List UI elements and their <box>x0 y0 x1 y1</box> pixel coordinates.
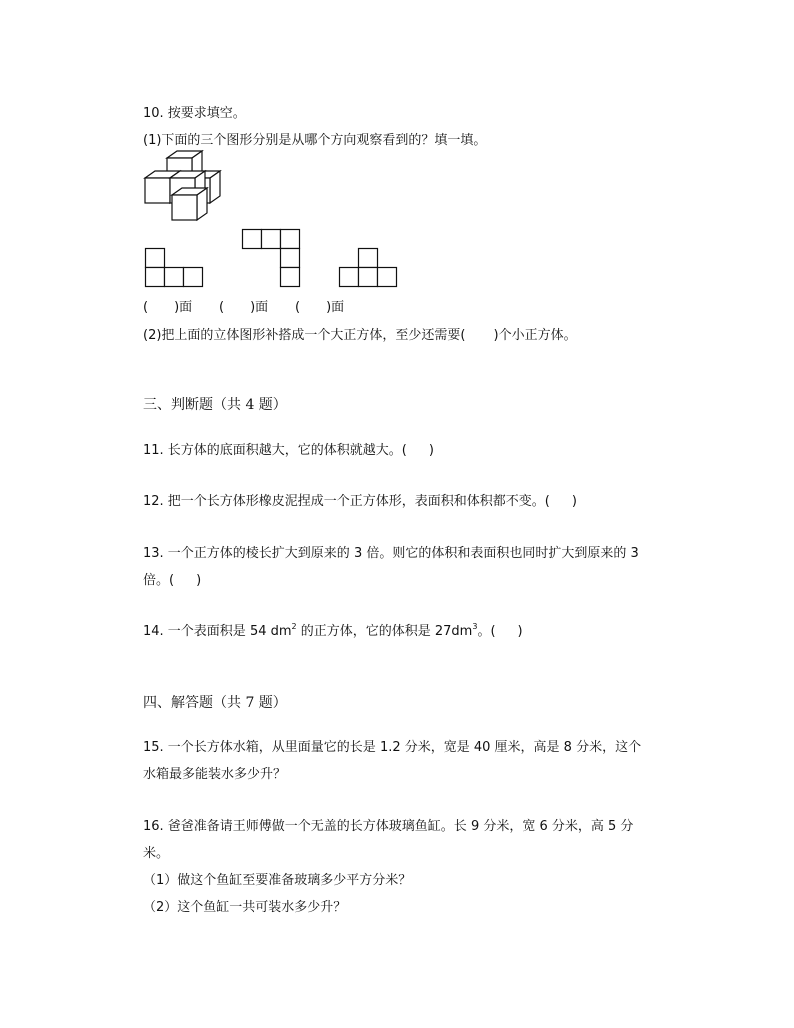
q10-title: 10. 按要求填空。 <box>143 106 246 121</box>
section4-heading: 四、解答题（共 7 题） <box>143 695 287 711</box>
view-label-3: ( )面 <box>295 300 345 315</box>
cube-stack-figure <box>140 148 230 228</box>
q15-line2: 水箱最多能装水多少升？ <box>143 767 287 782</box>
q10-part1: (1)下面的三个图形分别是从哪个方向观察看到的？填一填。 <box>143 133 487 148</box>
q16-line1: 16. 爸爸准备请王师傅做一个无盖的长方体玻璃鱼缸。长 9 分米，宽 6 分米，高 5 分 <box>143 819 634 834</box>
q16-sub1: （1）做这个鱼缸至要准备玻璃多少平方分米？ <box>143 873 412 888</box>
q14: 14. 一个表面积是 54 $dm^2$ 的正方体，它的体积是 $27dm^3$。( ) <box>143 622 523 639</box>
q13-line2: 倍。( ) <box>143 573 202 588</box>
q11: 11. 长方体的底面积越大，它的体积就越大。( ) <box>143 443 434 458</box>
view-label-1: ( )面 <box>143 300 193 315</box>
q16-line2: 米。 <box>143 846 170 861</box>
section3-heading: 三、判断题（共 4 题） <box>143 397 287 413</box>
q16-sub2: （2）这个鱼缸一共可装水多少升？ <box>143 900 347 915</box>
view-label-2: ( )面 <box>219 300 269 315</box>
q13-line1: 13. 一个正方体的棱长扩大到原来的 3 倍。则它的体积和表面积也同时扩大到原来的 3 <box>143 546 639 561</box>
q10-part2: (2)把上面的立体图形补搭成一个大正方体，至少还需要( )个小正方体。 <box>143 328 577 343</box>
view-diagram-3 <box>339 248 397 288</box>
view-diagram-2 <box>242 229 301 288</box>
q12: 12. 把一个长方体形橡皮泥捏成一个正方体形，表面积和体积都不变。( ) <box>143 494 577 509</box>
view-diagram-1 <box>145 248 203 288</box>
q15-line1: 15. 一个长方体水箱，从里面量它的长是 1.2 分米，宽是 40 厘米，高是 8 分米，这个 <box>143 740 642 755</box>
